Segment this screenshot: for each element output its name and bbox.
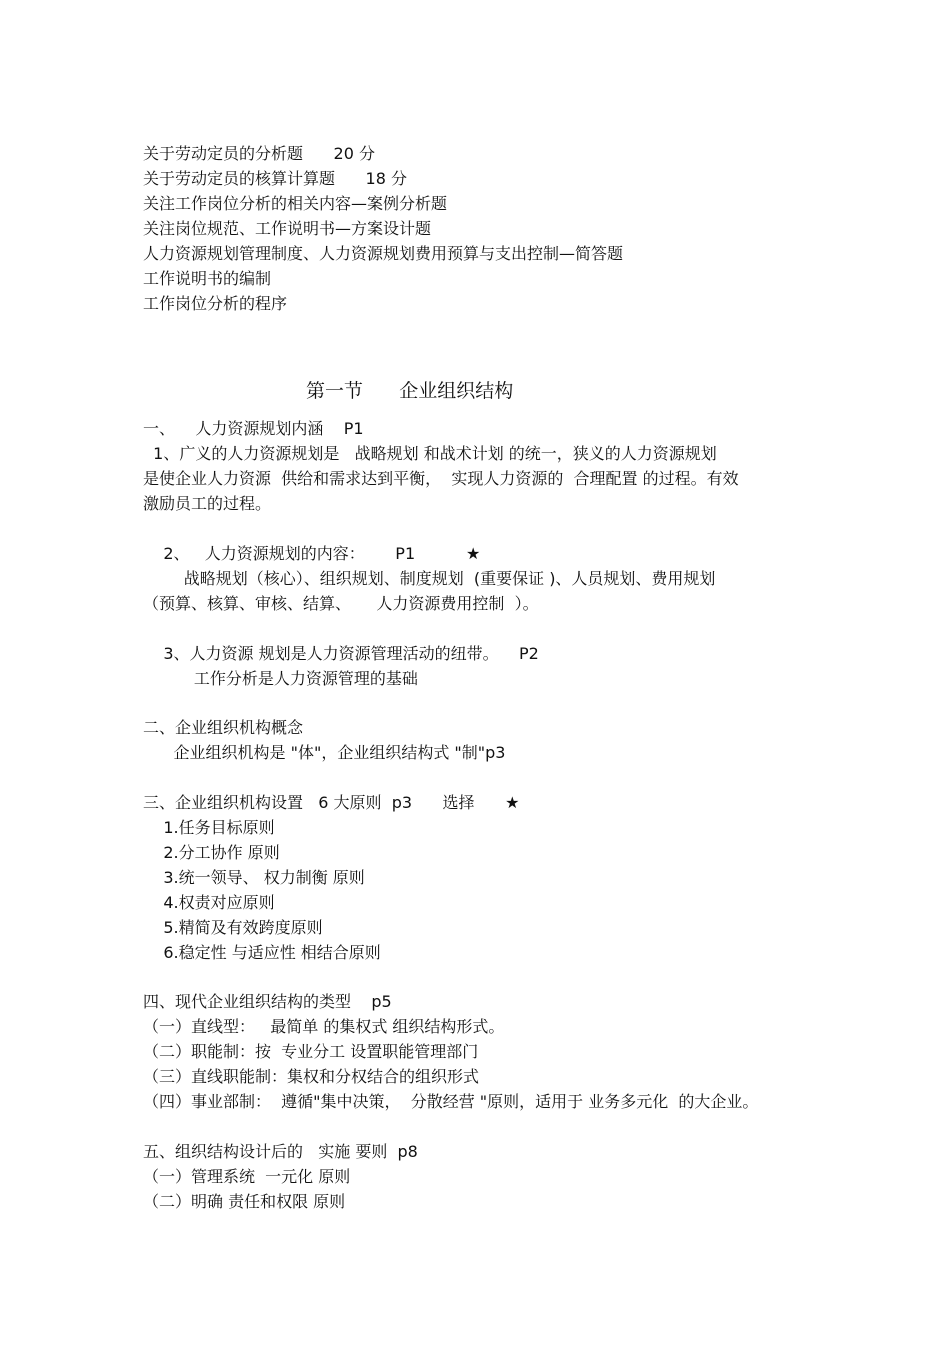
part3-item-4: 4.权责对应原则 (143, 893, 275, 912)
intro-line-2: 关于劳动定员的核算计算题 18 分 (143, 169, 407, 188)
part1-item2-line3: （预算、核算、审核、结算、 人力资源费用控制 ）。 (143, 594, 539, 613)
intro-line-7: 工作岗位分析的程序 (143, 294, 288, 313)
section-title: 第一节 企业组织结构 (306, 380, 514, 402)
part3-heading: 三、企业组织机构设置 6 大原则 p3 选择 ★ (143, 793, 520, 812)
intro-line-6: 工作说明书的编制 (143, 269, 272, 288)
intro-line-1: 关于劳动定员的分析题 20 分 (143, 144, 375, 163)
part1-item1-line1: 1、广义的人力资源规划是 战略规划 和战术计划 的统一，狭义的人力资源规划 (143, 444, 717, 463)
part2-heading: 二、企业组织机构概念 (143, 718, 304, 737)
part4-heading: 四、现代企业组织结构的类型 p5 (143, 992, 392, 1011)
part1-item1-line2: 是使企业人力资源 供给和需求达到平衡， 实现人力资源的 合理配置 的过程。有效 (143, 469, 739, 488)
intro-line-4: 关注岗位规范、工作说明书—方案设计题 (143, 219, 432, 238)
part1-heading: 一、 人力资源规划内涵 P1 (143, 419, 364, 438)
part3-item-3: 3.统一领导、 权力制衡 原则 (143, 868, 365, 887)
part3-item-1: 1.任务目标原则 (143, 818, 275, 837)
part1-item1-line3: 激励员工的过程。 (143, 494, 272, 513)
part4-item-3: （三）直线职能制：集权和分权结合的组织形式 (143, 1067, 480, 1086)
part1-item2-line1: 2、 人力资源规划的内容： P1 ★ (143, 544, 481, 563)
part1-item3-line2: 工作分析是人力资源管理的基础 (143, 669, 418, 688)
intro-line-3: 关注工作岗位分析的相关内容—案例分析题 (143, 194, 448, 213)
part5-item-2: （二）明确 责任和权限 原则 (143, 1192, 346, 1211)
part5-heading: 五、组织结构设计后的 实施 要则 p8 (143, 1142, 418, 1161)
part4-item-1: （一）直线型： 最简单 的集权式 组织结构形式。 (143, 1017, 505, 1036)
part3-item-5: 5.精简及有效跨度原则 (143, 918, 323, 937)
intro-line-5: 人力资源规划管理制度、人力资源规划费用预算与支出控制—简答题 (143, 244, 624, 263)
part3-item-6: 6.稳定性 与适应性 相结合原则 (143, 943, 381, 962)
part5-item-1: （一）管理系统 一元化 原则 (143, 1167, 351, 1186)
part3-item-2: 2.分工协作 原则 (143, 843, 280, 862)
part1-item3-line1: 3、人力资源 规划是人力资源管理活动的纽带。 P2 (143, 644, 539, 663)
part2-text: 企业组织机构是 "体"，企业组织结构式 "制"p3 (143, 743, 506, 762)
part1-item2-line2: 战略规划（核心）、组织规划、制度规划 (重要保证 )、人员规划、费用规划 (143, 569, 716, 588)
part4-item-4: （四）事业部制： 遵循"集中决策， 分散经营 "原则，适用于 业务多元化 的大企业。 (143, 1092, 759, 1111)
part4-item-2: （二）职能制：按 专业分工 设置职能管理部门 (143, 1042, 479, 1061)
